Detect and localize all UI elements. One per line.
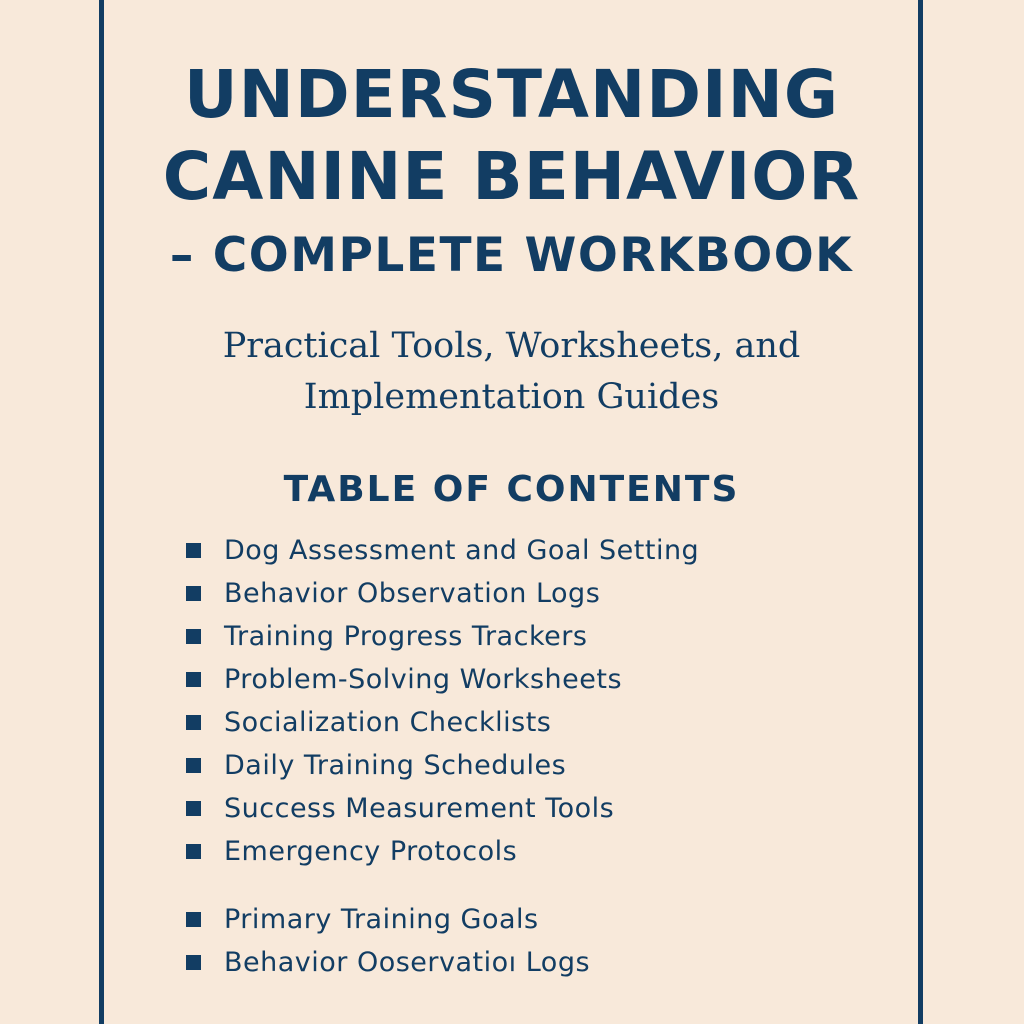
toc-item [186,903,539,935]
toc-item [186,620,587,652]
square-bullet-icon [186,543,201,558]
title-line-1: UNDERSTANDING [183,56,840,133]
toc-item [186,663,622,695]
square-bullet-icon [186,586,201,601]
title-line-3: – COMPLETE WORKBOOK [169,228,854,283]
square-bullet-icon [186,844,201,859]
toc-item-label: Emergency Protocols [224,835,518,867]
toc-item [186,792,614,824]
toc-item-label: Behavior Observation Logs [224,577,601,609]
right-border-rule [918,0,923,1024]
toc-item-label: Daily Training Schedules [224,749,567,781]
toc-item [186,749,566,781]
toc-item-label: Behavior Ooservatioı Logs [224,946,591,978]
toc-item-label: Socialization Checklists [224,706,552,738]
toc-item-label: Problem-Solving Worksheets [224,663,623,695]
square-bullet-icon [186,629,201,644]
toc-item [186,835,517,867]
toc-item [186,577,600,609]
subtitle-line-1: Practical Tools, Worksheets, and [222,326,801,366]
toc-item [186,946,590,978]
title-line-2: CANINE BEHAVIOR [162,138,861,215]
subtitle-line-2: Implementation Guides [303,377,720,417]
table-of-contents-heading: TABLE OF CONTENTS [283,469,740,510]
toc-item-label: Training Progress Trackers [224,620,588,652]
left-border-rule [99,0,104,1024]
square-bullet-icon [186,801,201,816]
square-bullet-icon [186,758,201,773]
square-bullet-icon [186,672,201,687]
square-bullet-icon [186,912,201,927]
square-bullet-icon [186,715,201,730]
toc-item-label: Primary Training Goals [224,903,539,935]
toc-item [186,534,699,566]
toc-item [186,706,551,738]
toc-item-label: Success Measurement Tools [224,792,615,824]
square-bullet-icon [186,955,201,970]
toc-item-label: Dog Assessment and Goal Setting [224,534,700,566]
